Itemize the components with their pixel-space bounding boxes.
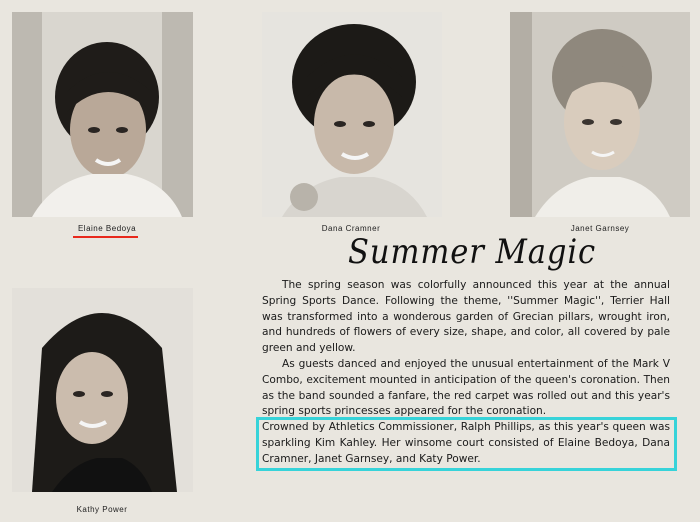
portrait-image: [12, 288, 193, 492]
article-title: Summer Magic: [348, 232, 597, 272]
portrait-photo-dana-cramner: [262, 12, 442, 217]
article-paragraph: As guests danced and enjoyed the unusual entertainment of the Mark V Combo, excitement mounted in anticipation of the queen's coronation. Then as the band sounded a fanfare, the red carpet was rolled out and this year's spring sports princesses appeared for the coronation.: [262, 357, 670, 418]
portrait-image: [510, 12, 690, 217]
portrait-caption: Elaine Bedoya: [77, 224, 137, 233]
portrait-image: [262, 12, 442, 217]
portrait-photo-kathy-power: [12, 288, 193, 492]
caption-underline: [73, 236, 138, 238]
portrait-image: [12, 12, 193, 217]
article-paragraph: The spring season was colorfully announced this year at the annual Spring Sports Dance. Following the theme, ''Summer Magic'', Terrier Hall was transformed into a wonderous garden of Grecian pillars, wrought iron, and hundreds of flowers of every size, shape, and color, all covered by pale green and yellow.: [262, 279, 670, 355]
portrait-photo-janet-garnsey: [510, 12, 690, 217]
article-paragraph-highlighted: Crowned by Athletics Commissioner, Ralph Phillips, as this year's queen was sparkling Kim Kahley. Her winsome court consisted of Elaine Bedoya, Dana Cramner, Janet Garnsey, and Katy Power.: [262, 421, 670, 465]
portrait-photo-elaine-bedoya: [12, 12, 193, 217]
highlight-box: [256, 417, 677, 471]
portrait-caption: Janet Garnsey: [570, 224, 630, 233]
portrait-caption: Kathy Power: [76, 505, 128, 514]
portrait-caption: Dana Cramner: [321, 224, 381, 233]
